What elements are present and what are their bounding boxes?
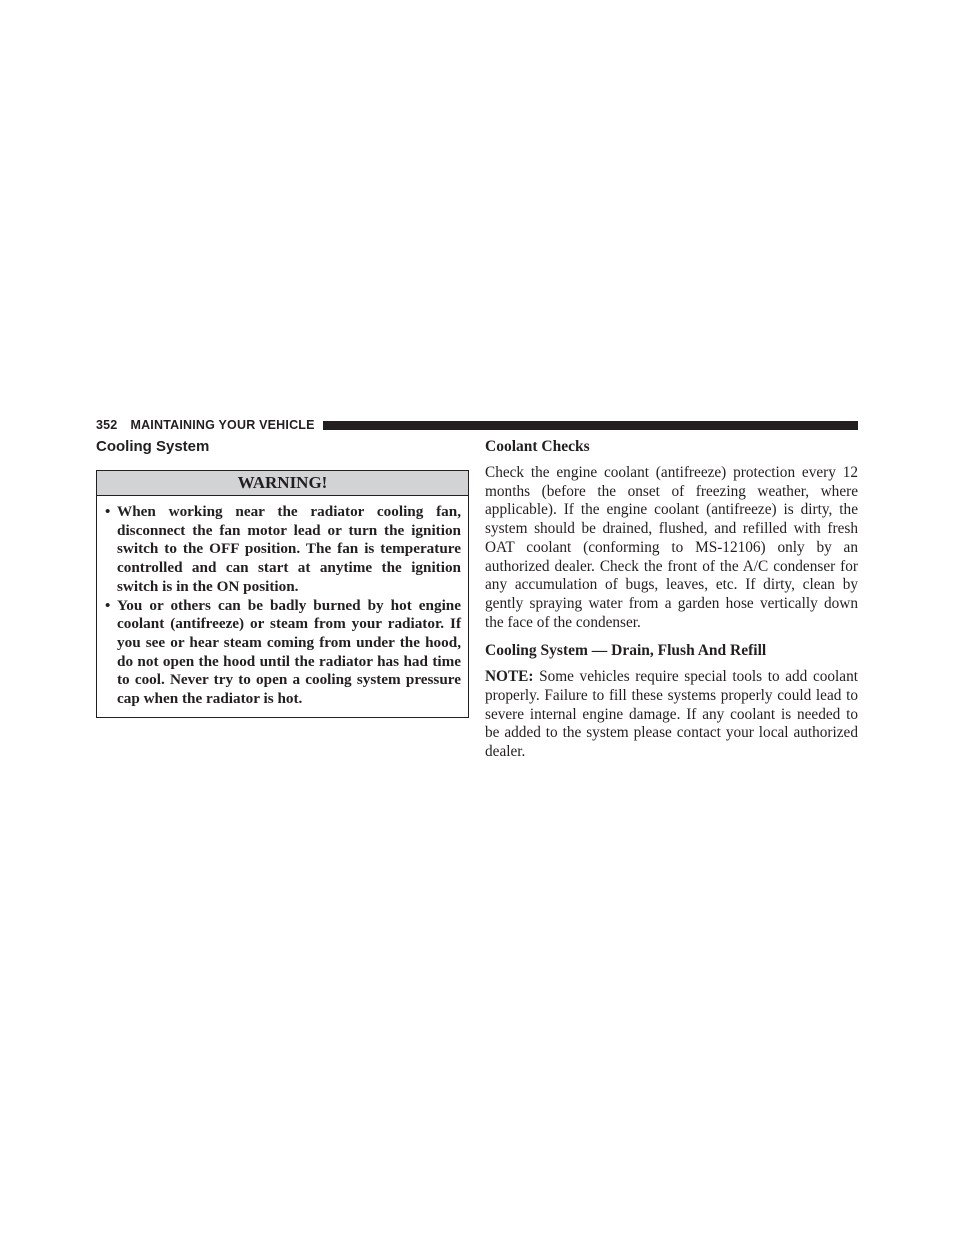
warning-item-text: When working near the radiator cooling fan, disconnect the fan motor lead or turn the ignition switch to the OFF position. The fan is temperature controlled and can start at anytime the ignition switch is in the ON position. <box>117 503 461 595</box>
coolant-checks-heading: Coolant Checks <box>485 438 590 455</box>
note-paragraph <box>485 668 858 762</box>
left-column <box>96 437 469 718</box>
warning-title: WARNING! <box>97 471 468 496</box>
warning-item-text: You or others can be badly burned by hot engine coolant (antifreeze) or steam from your radiator. If you see or hear steam coming from under the hood, do not open the hood until the radiator has had time to cool. Never try to open a cooling system pressure cap when the radiator is hot. <box>117 596 461 708</box>
warning-item-burn <box>104 597 461 709</box>
coolant-checks-paragraph: Check the engine coolant (antifreeze) protection every 12 months (before the onset of freezing weather, where applicable). If the engine coolant (antifreeze) is dirty, the system should be drained, flushed, and refilled with fresh OAT coolant (conforming to MS-12106) only by an authorized dealer. Check the front of the A/C condenser for any accumulation of bugs, leaves, etc. If dirty, clean by gently spraying water from a garden hose vertically down the face of the condenser. <box>485 464 858 631</box>
note-label: NOTE: <box>485 668 534 686</box>
section-name: MAINTAINING YOUR VEHICLE <box>130 418 315 432</box>
header-rule <box>323 421 858 430</box>
right-column <box>485 437 858 771</box>
warning-list <box>97 496 468 717</box>
page-number: 352 <box>96 418 118 432</box>
drain-flush-refill-heading: Cooling System — Drain, Flush And Refill <box>485 642 767 660</box>
bullet-icon: • <box>105 596 111 614</box>
warning-box <box>96 470 469 718</box>
warning-item-fan <box>104 503 461 597</box>
note-text: Some vehicles require special tools to add coolant properly. Failure to fill these systems properly could lead to severe internal engine damage. If any coolant is needed to be added to the system please contact your local authorized dealer. <box>485 668 858 761</box>
page-header <box>96 417 858 433</box>
bullet-icon: • <box>105 503 111 520</box>
cooling-system-heading: Cooling System <box>96 438 210 455</box>
